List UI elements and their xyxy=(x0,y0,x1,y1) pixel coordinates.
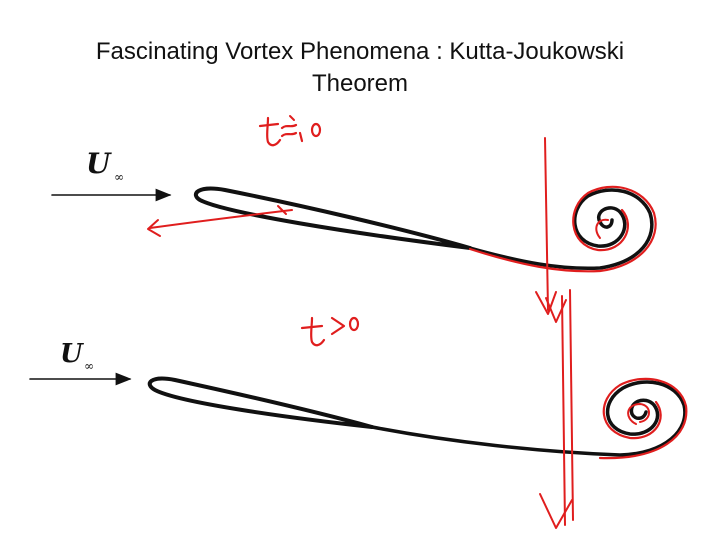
red-vertical-arrow-top xyxy=(545,138,548,310)
red-vertical-arrow-bottom-1 xyxy=(562,296,565,525)
red-vertical-arrowhead-top xyxy=(536,292,556,314)
freestream-subscript-bottom: ∞ xyxy=(84,359,94,373)
red-vertical-arrow-bottom-2 xyxy=(570,290,573,520)
airfoil-bottom xyxy=(150,379,372,427)
freestream-symbol-bottom: U xyxy=(60,339,83,369)
freestream-subscript-top: ∞ xyxy=(114,170,124,184)
freestream-symbol-top: U xyxy=(86,147,111,180)
panel-top xyxy=(52,116,656,314)
red-vertical-arrowhead-bottom xyxy=(540,494,572,528)
starting-vortex-wake-bottom xyxy=(372,382,685,455)
panel-bottom xyxy=(30,290,686,528)
title-line-1: Fascinating Vortex Phenomena : Kutta-Joukowski xyxy=(95,38,625,65)
title-line-2: Theorem xyxy=(311,70,409,97)
airfoil-top xyxy=(196,189,470,248)
handwritten-time-label-top xyxy=(260,116,320,145)
handwritten-time-label-bottom xyxy=(302,318,358,345)
